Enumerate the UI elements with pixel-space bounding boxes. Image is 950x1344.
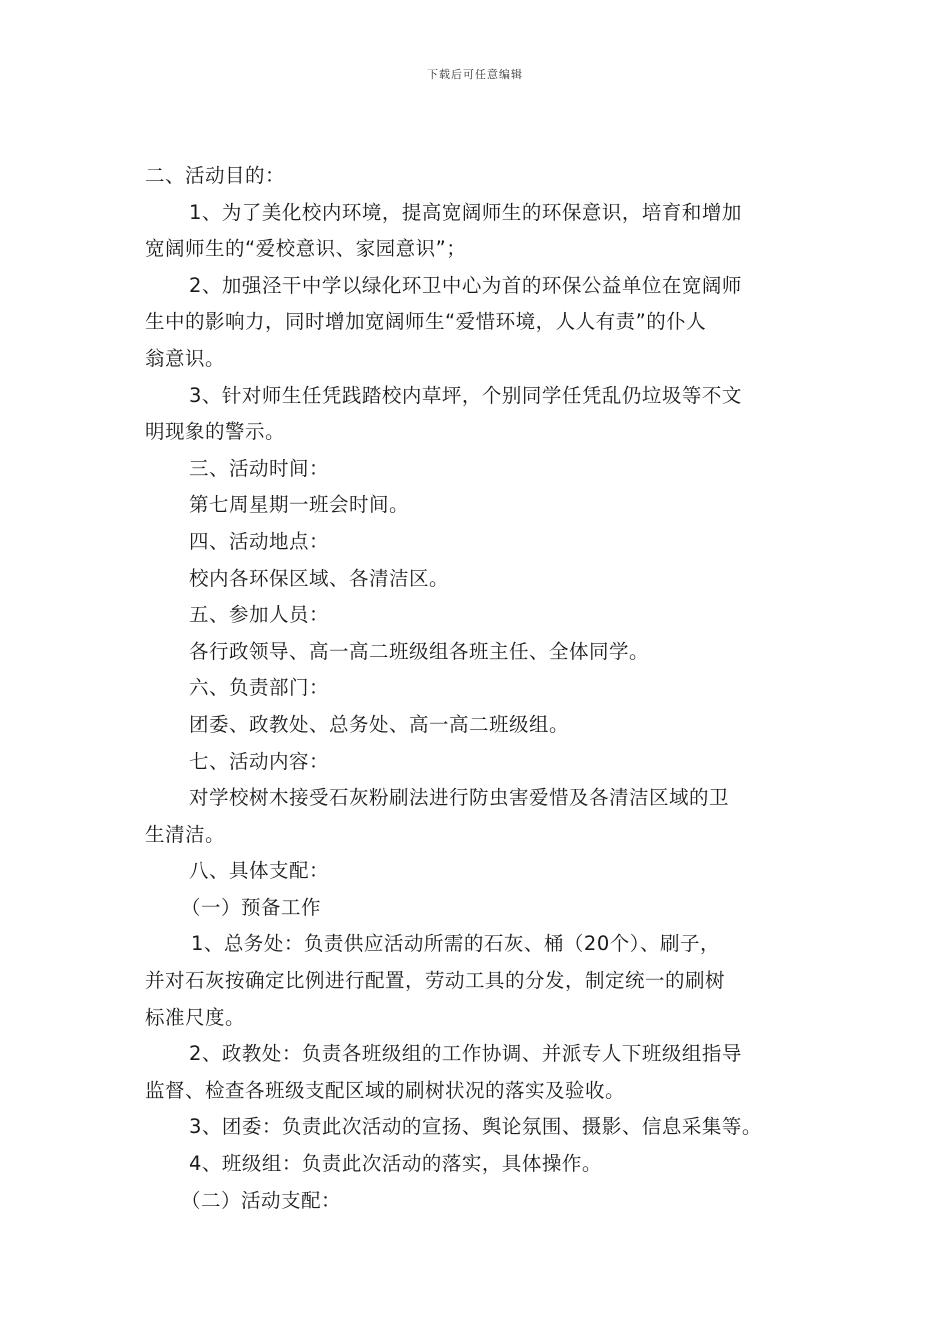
paragraph-line: 并对石灰按确定比例进行配置，劳动工具的分发，制定统一的刷树 bbox=[145, 969, 726, 993]
paragraph-line: 各行政领导、高一高二班级组各班主任、全体同学。 bbox=[189, 639, 650, 663]
paragraph-line: 3、针对师生任凭践踏校内草坪，个别同学任凭乱仍垃圾等不文 bbox=[189, 383, 742, 407]
section-heading-location: 四、活动地点： bbox=[189, 529, 330, 553]
section-heading-arrangement: 八、具体支配： bbox=[189, 859, 330, 883]
subsection-heading-activity: （二）活动支配： bbox=[181, 1188, 342, 1212]
section-heading-time: 三、活动时间： bbox=[189, 456, 330, 480]
paragraph-line: 2、加强泾干中学以绿化环卫中心为首的环保公益单位在宽阔师 bbox=[189, 273, 742, 297]
paragraph-line: 2、政教处：负责各班级组的工作协调、并派专人下班级组指导 bbox=[189, 1042, 742, 1066]
paragraph-line: 翁意识。 bbox=[145, 346, 226, 370]
section-heading-participants: 五、参加人员： bbox=[189, 603, 330, 627]
paragraph-line: 校内各环保区域、各清洁区。 bbox=[189, 566, 450, 590]
paragraph-line: 团委、政教处、总务处、高一高二班级组。 bbox=[189, 712, 570, 736]
paragraph-line: 生中的影响力，同时增加宽阔师生“爱惜环境，人人有责”的仆人 bbox=[145, 310, 707, 334]
paragraph-line: 1、为了美化校内环境，提高宽阔师生的环保意识，培育和增加 bbox=[189, 200, 742, 224]
document-body bbox=[145, 158, 817, 1219]
paragraph-line: 标准尺度。 bbox=[145, 1005, 246, 1029]
paragraph-line: 4、班级组：负责此次活动的落实，具体操作。 bbox=[189, 1152, 602, 1176]
paragraph-line: 生清洁。 bbox=[145, 822, 226, 846]
section-heading-departments: 六、负责部门： bbox=[189, 676, 330, 700]
section-heading-content: 七、活动内容： bbox=[189, 749, 330, 773]
paragraph-line: 监督、检查各班级支配区域的刷树状况的落实及验收。 bbox=[145, 1078, 626, 1102]
paragraph-line: 宽阔师生的“爱校意识、家园意识”； bbox=[145, 237, 467, 261]
paragraph-line: 第七周星期一班会时间。 bbox=[189, 493, 410, 517]
paragraph-line: 对学校树木接受石灰粉刷法进行防虫害爱惜及各清洁区域的卫 bbox=[189, 786, 730, 810]
subsection-heading-preparation: （一）预备工作 bbox=[181, 895, 322, 919]
paragraph-line: 3、团委：负责此次活动的宣扬、舆论氛围、摄影、信息采集等。 bbox=[189, 1115, 762, 1139]
page-header: 下载后可任意编辑 bbox=[427, 68, 523, 81]
paragraph-line: 1、总务处：负责供应活动所需的石灰、桶（20个）、刷子， bbox=[191, 932, 720, 956]
section-heading-purpose: 二、活动目的： bbox=[145, 164, 286, 187]
paragraph-line: 明现象的警示。 bbox=[145, 420, 286, 444]
